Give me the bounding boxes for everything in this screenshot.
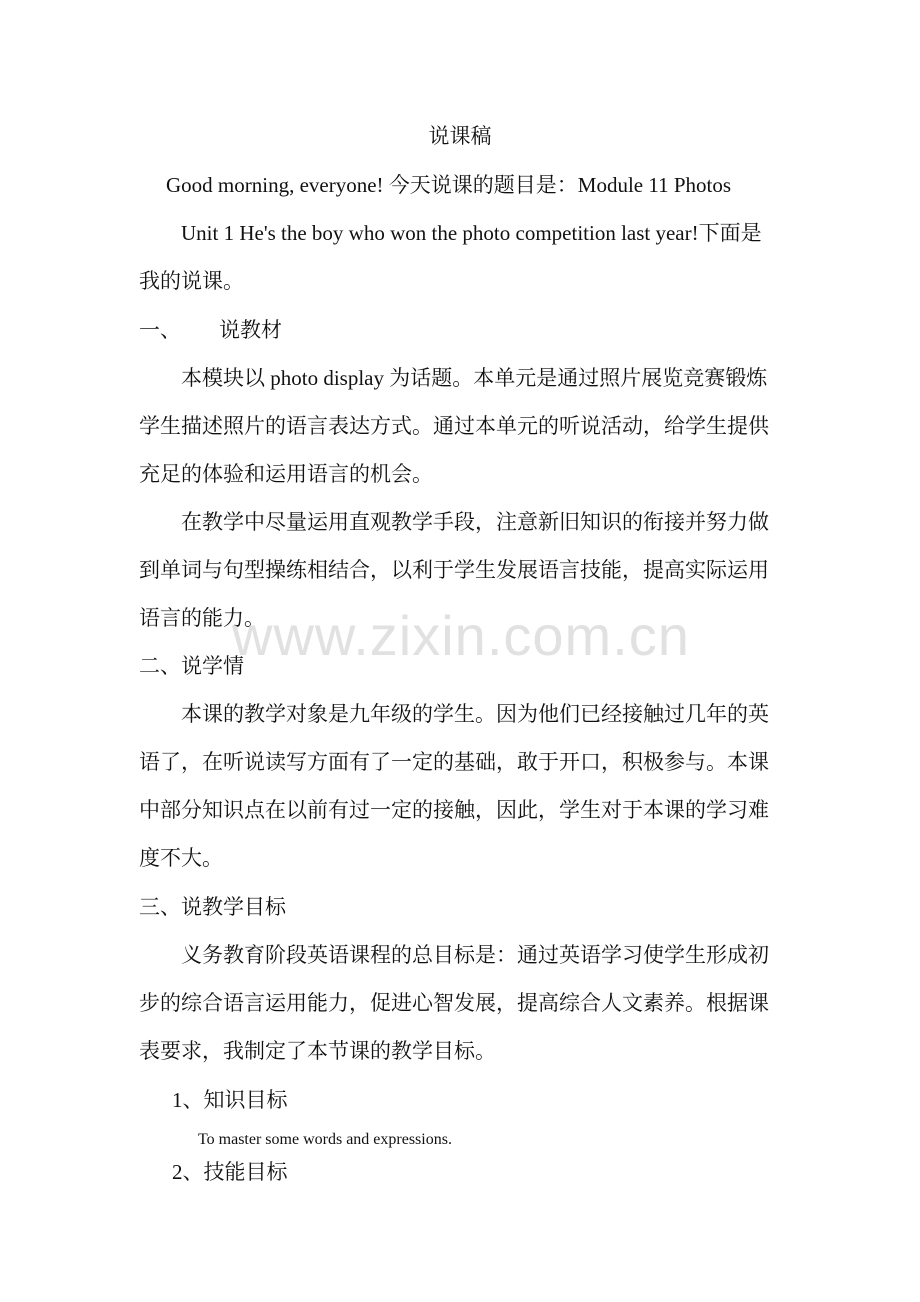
paragraph-line: Good morning, everyone! 今天说课的题目是：Module 11 Photos bbox=[166, 173, 732, 197]
section-number: 一、 bbox=[139, 318, 181, 342]
watermark: www.zixin.com.cn bbox=[232, 604, 690, 667]
paragraph-line: 步的综合语言运用能力，促进心智发展，提高综合人文素养。根据课 bbox=[139, 991, 769, 1015]
section-heading-3: 三、说教学目标 bbox=[139, 895, 286, 919]
paragraph-line: 到单词与句型操练相结合，以利于学生发展语言技能，提高实际运用 bbox=[139, 558, 769, 582]
section-title: 说教材 bbox=[219, 318, 282, 342]
paragraph-line: Unit 1 He's the boy who won the photo competition last year!下面是 bbox=[181, 221, 762, 245]
section-heading-2: 二、说学情 bbox=[139, 654, 244, 678]
subheading-knowledge-goal: 1、知识目标 bbox=[172, 1088, 288, 1112]
paragraph-line: 义务教育阶段英语课程的总目标是：通过英语学习使学生形成初 bbox=[181, 943, 769, 967]
subheading-skill-goal: 2、技能目标 bbox=[172, 1160, 288, 1184]
paragraph-line: 我的说课。 bbox=[139, 269, 244, 293]
section-heading-1 bbox=[139, 315, 789, 345]
paragraph-line: 中部分知识点在以前有过一定的接触，因此，学生对于本课的学习难 bbox=[139, 798, 769, 822]
paragraph-line: 在教学中尽量运用直观教学手段，注意新旧知识的衔接并努力做 bbox=[181, 510, 769, 534]
paragraph-line: 语言的能力。 bbox=[139, 606, 265, 630]
paragraph-line: 本课的教学对象是九年级的学生。因为他们已经接触过几年的英 bbox=[181, 702, 769, 726]
paragraph-line: 度不大。 bbox=[139, 846, 223, 870]
paragraph-line: 语了，在听说读写方面有了一定的基础，敢于开口，积极参与。本课 bbox=[139, 750, 769, 774]
paragraph-line: 充足的体验和运用语言的机会。 bbox=[139, 462, 433, 486]
page-title: 说课稿 bbox=[428, 124, 492, 148]
english-objective-line: To master some words and expressions. bbox=[198, 1131, 452, 1148]
paragraph-line: 表要求，我制定了本节课的教学目标。 bbox=[139, 1039, 496, 1063]
paragraph-line: 本模块以 photo display 为话题。本单元是通过照片展览竞赛锻炼 bbox=[181, 366, 768, 390]
paragraph-line: 学生描述照片的语言表达方式。通过本单元的听说活动，给学生提供 bbox=[139, 414, 769, 438]
